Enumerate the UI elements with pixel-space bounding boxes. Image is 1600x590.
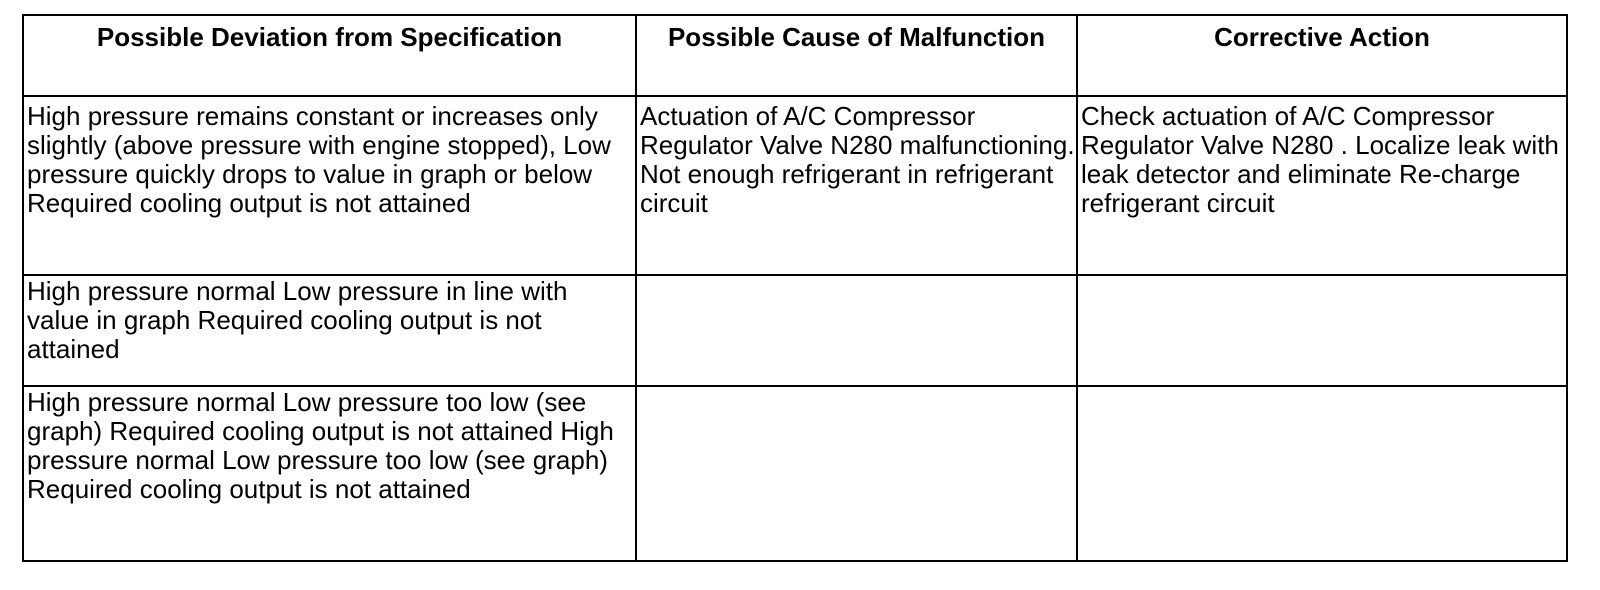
deviation-cell bbox=[23, 96, 636, 275]
deviation-text: High pressure normal Low pressure in line with value in graph Required cooling output is not attained bbox=[27, 276, 568, 364]
header-row bbox=[23, 15, 1567, 96]
action-cell bbox=[1077, 96, 1567, 275]
header-cause: Possible Cause of Malfunction bbox=[636, 15, 1077, 96]
deviation-cell bbox=[23, 275, 636, 386]
deviation-text: High pressure normal Low pressure too low (see graph) Required cooling output is not attained High pressure normal Low pressure too low (see graph) Required cooling output is not attained bbox=[27, 387, 614, 504]
table-row bbox=[23, 386, 1567, 561]
table-body bbox=[23, 96, 1567, 561]
table-row bbox=[23, 96, 1567, 275]
deviation-text: High pressure remains constant or increases only slightly (above pressure with engine stopped), Low pressure quickly drops to value in graph or below Required cooling output is not attained bbox=[27, 101, 611, 218]
table-header bbox=[23, 15, 1567, 96]
action-cell bbox=[1077, 386, 1567, 561]
header-deviation: Possible Deviation from Specification bbox=[23, 15, 636, 96]
troubleshooting-table bbox=[22, 14, 1568, 562]
cause-text: Actuation of A/C Compressor Regulator Valve N280 malfunctioning. Not enough refrigerant in refrigerant circuit bbox=[640, 101, 1075, 218]
cause-cell bbox=[636, 96, 1077, 275]
table-row bbox=[23, 275, 1567, 386]
cause-cell bbox=[636, 275, 1077, 386]
action-cell bbox=[1077, 275, 1567, 386]
header-action: Corrective Action bbox=[1077, 15, 1567, 96]
cause-cell bbox=[636, 386, 1077, 561]
action-text: Check actuation of A/C Compressor Regulator Valve N280 . Localize leak with leak detector and eliminate Re-charge refrigerant circuit bbox=[1081, 101, 1559, 218]
deviation-cell bbox=[23, 386, 636, 561]
